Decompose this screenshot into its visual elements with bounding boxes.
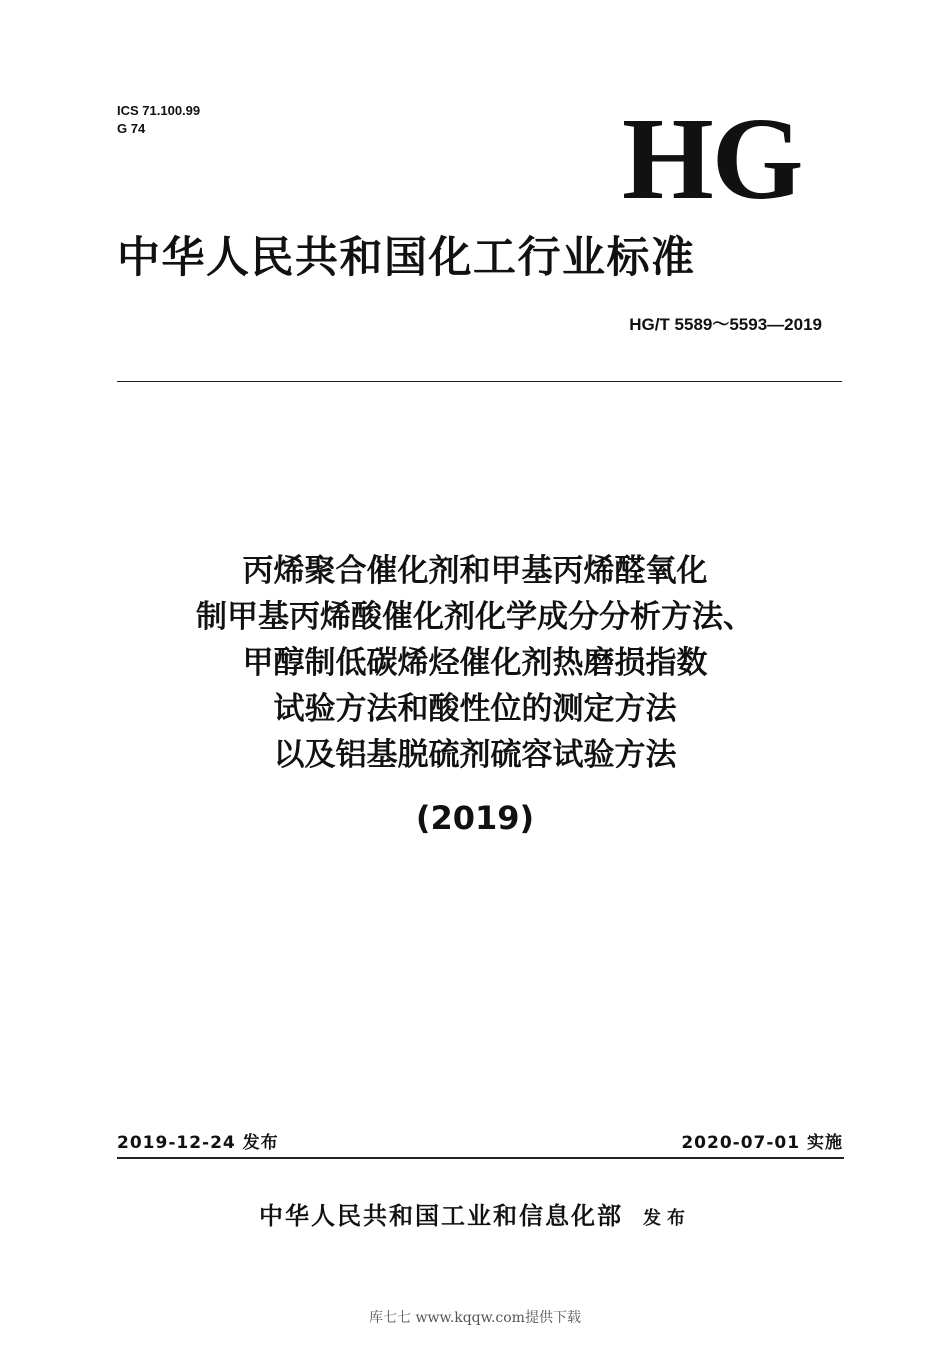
header-divider — [117, 381, 842, 382]
classification-block — [117, 102, 200, 138]
ics-code: ICS 71.100.99 — [117, 103, 201, 118]
footer-divider — [117, 1157, 844, 1159]
download-footer: 库七七 www.kqqw.com提供下载 — [369, 1310, 581, 1326]
publisher-name: 中华人民共和国工业和信息化部 — [259, 1202, 623, 1230]
issue-date: 2019-12-24 发布 — [117, 1133, 279, 1153]
title-line: 以及铝基脱硫剂硫容试验方法 — [273, 737, 677, 773]
title-line: 甲醇制低碳烯烃催化剂热磨损指数 — [242, 645, 708, 681]
standard-title: 中华人民共和国化工行业标准 — [117, 233, 696, 283]
publisher — [60, 1200, 890, 1235]
publisher-suffix: 发布 — [643, 1208, 691, 1229]
document-title — [60, 548, 890, 778]
title-line: 制甲基丙烯酸催化剂化学成分分析方法、 — [196, 599, 754, 635]
hg-logo: HG — [622, 93, 802, 224]
document-year: (2019) — [415, 799, 535, 837]
title-line: 丙烯聚合催化剂和甲基丙烯醛氧化 — [242, 553, 708, 589]
implementation-date: 2020-07-01 实施 — [681, 1133, 843, 1153]
classification-code: G 74 — [117, 121, 146, 136]
title-line: 试验方法和酸性位的测定方法 — [273, 691, 677, 727]
standard-code: HG/T 5589～5593—2019 — [629, 315, 822, 334]
